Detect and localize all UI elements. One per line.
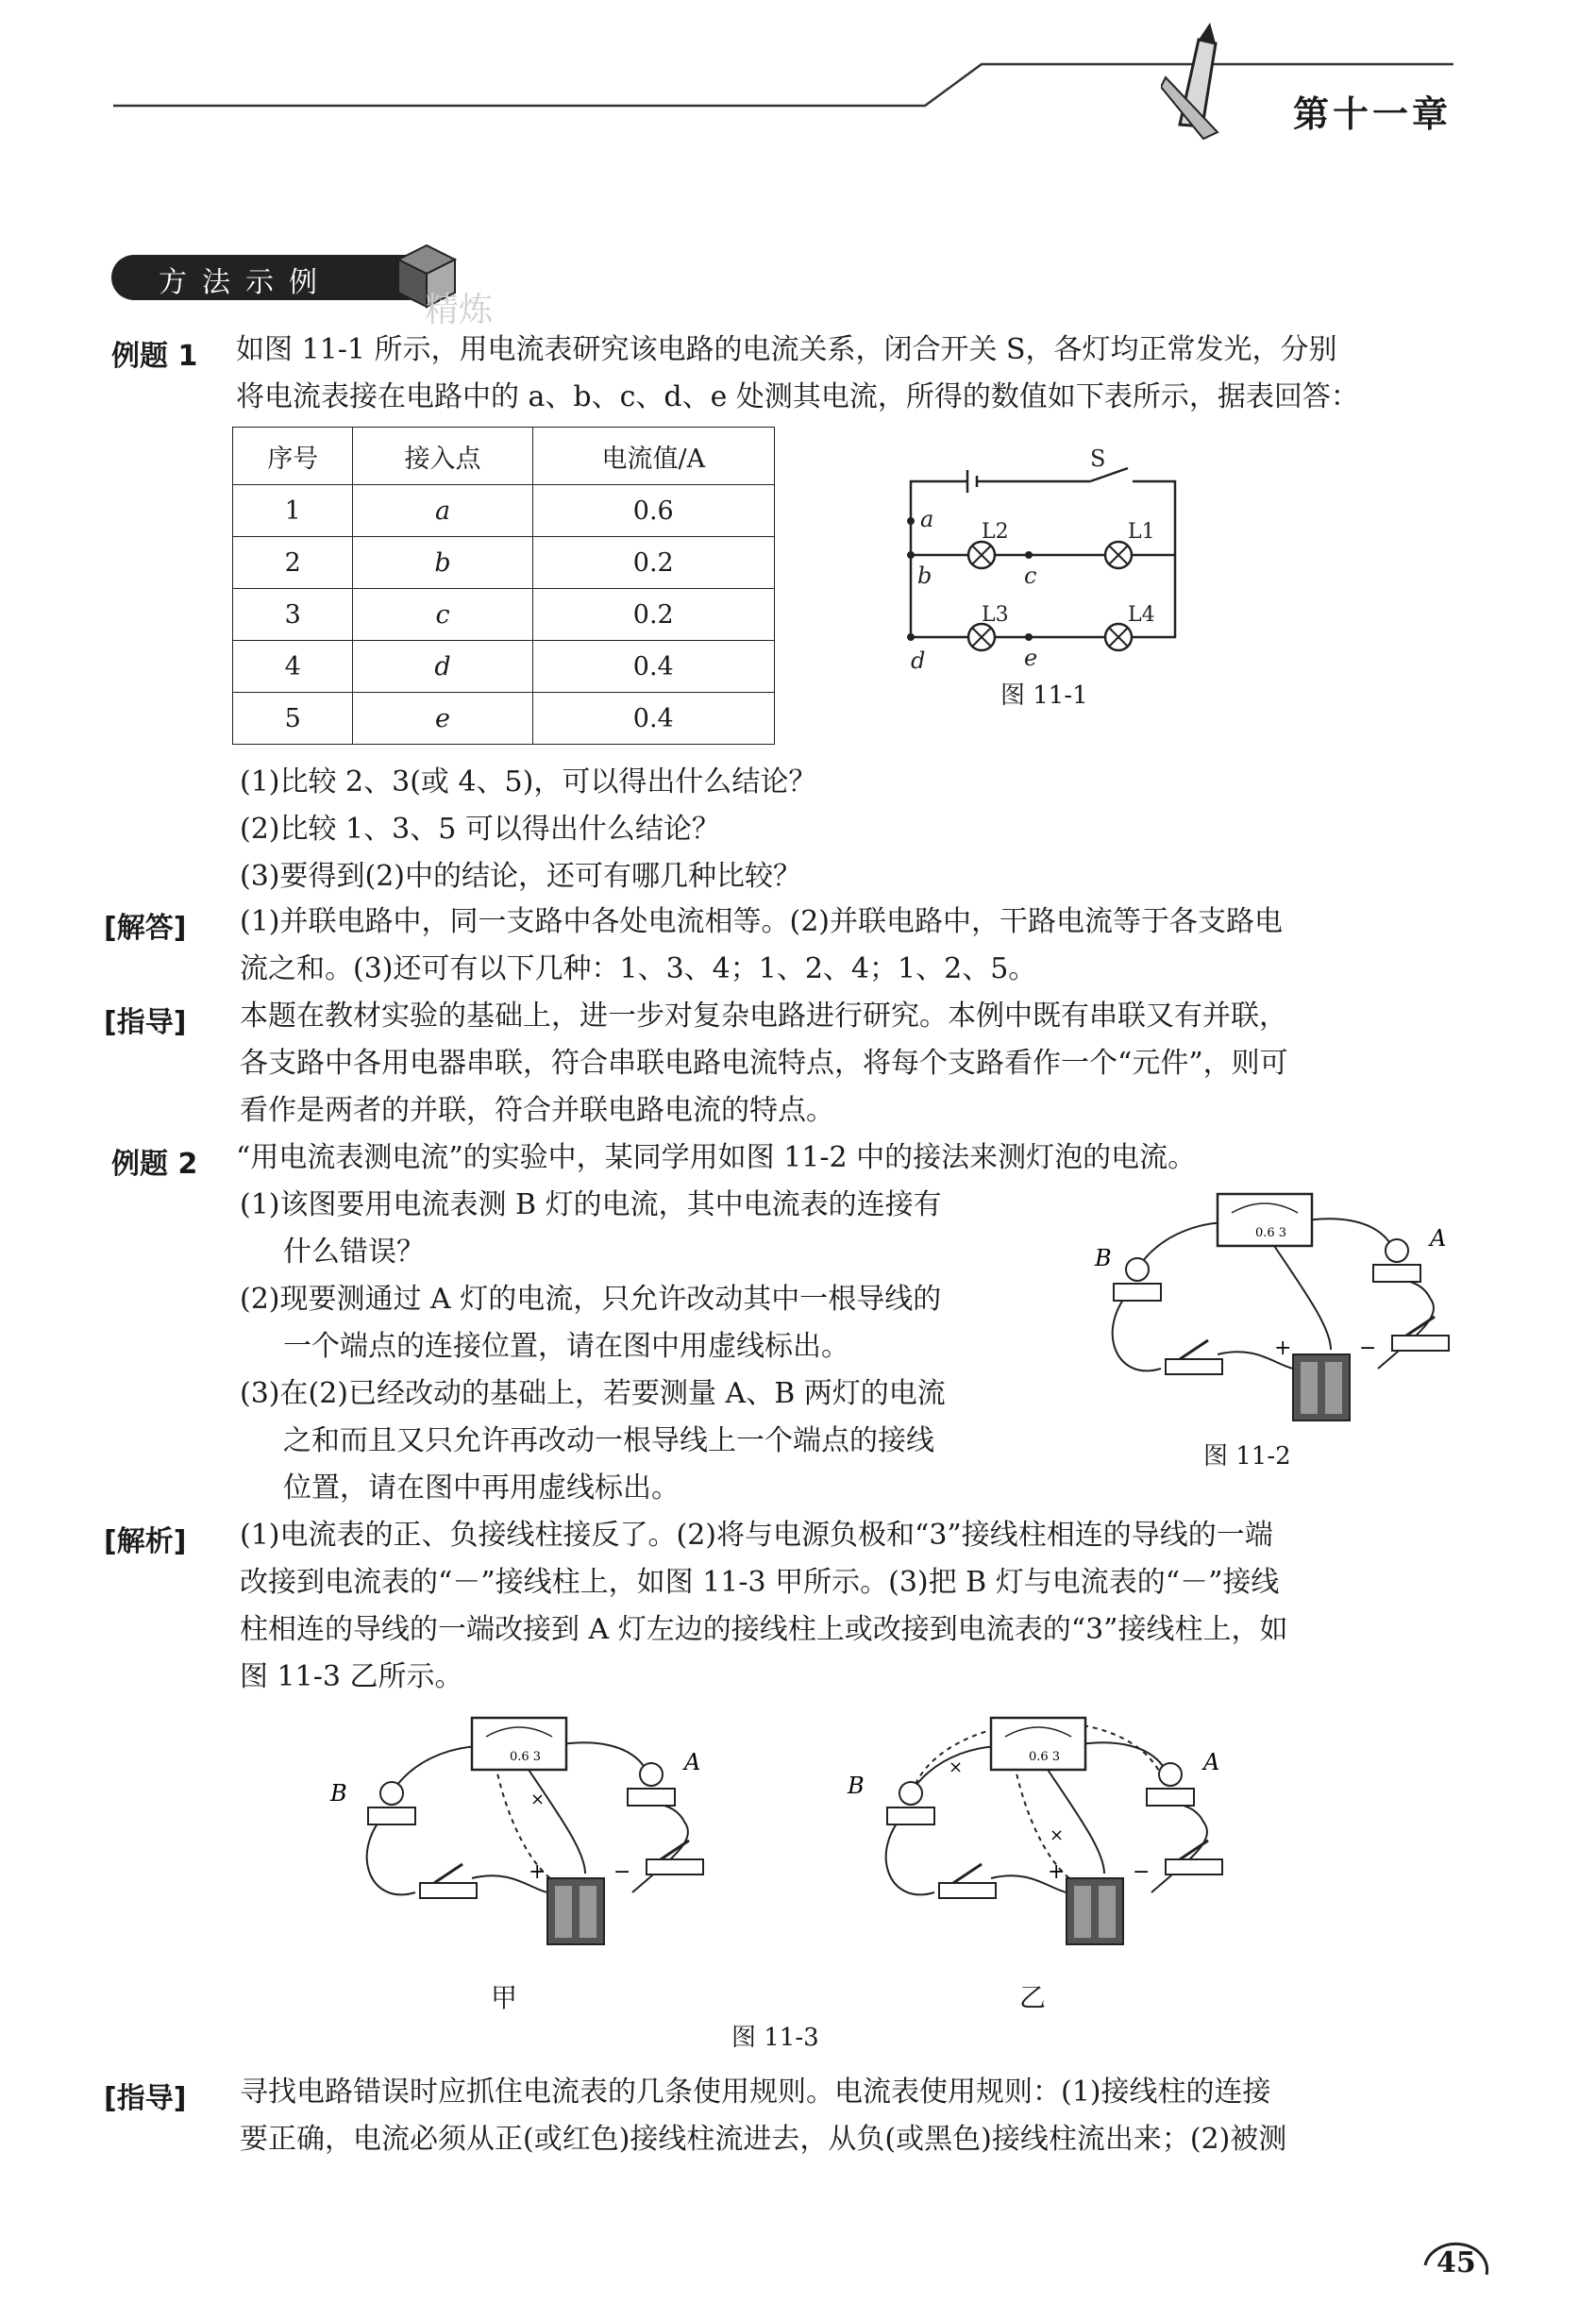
- svg-text:B: B: [330, 1780, 347, 1807]
- bulb-icon: [1126, 1258, 1149, 1281]
- table-row: [233, 537, 775, 589]
- svg-text:−: −: [1133, 1860, 1151, 1884]
- table-cell: d: [353, 641, 532, 693]
- answer-label: [解答]: [104, 912, 187, 945]
- answer-line-1: (1)并联电路中，同一支路中各处电流相等。(2)并联电路中，干路电流等于各支路电: [240, 905, 1283, 938]
- ex2-question-1b: 什么错误？: [283, 1236, 425, 1269]
- table-cell: 0.6: [532, 485, 774, 537]
- example1-label: 例题 1: [111, 340, 198, 373]
- question-2: (2)比较 1、3、5 可以得出什么结论？: [240, 813, 720, 846]
- svg-text:×: ×: [949, 1757, 964, 1777]
- table-cell: b: [353, 537, 532, 589]
- ex2-question-2b: 一个端点的连接位置，请在图中用虚线标出。: [283, 1330, 849, 1363]
- current-table: [232, 427, 775, 745]
- example2-intro: “用电流表测电流”的实验中，某同学用如图 11-2 中的接法来测灯泡的电流。: [236, 1141, 1197, 1174]
- col-header: 接入点: [353, 428, 532, 485]
- bulb-icon: [899, 1782, 922, 1805]
- figure-caption-11-1: 图 11-1: [1000, 681, 1088, 710]
- figure-subcaption-jia: 甲: [491, 1982, 518, 2013]
- ex2-question-3b: 之和而且又只允许再改动一根导线上一个端点的接线: [283, 1424, 934, 1457]
- question-3: (3)要得到(2)中的结论，还可有哪几种比较？: [240, 860, 801, 893]
- svg-text:L3: L3: [982, 603, 1009, 627]
- svg-text:0.6 3: 0.6 3: [1029, 1750, 1061, 1764]
- bulb-icon: [380, 1782, 403, 1805]
- pencil-icon: [1161, 21, 1284, 143]
- table-cell: 4: [233, 641, 353, 693]
- svg-text:S: S: [1090, 446, 1106, 472]
- figure-caption-11-2: 图 11-2: [1203, 1442, 1291, 1471]
- svg-text:−: −: [613, 1860, 631, 1884]
- table-cell: 1: [233, 485, 353, 537]
- circuit-diagram-11-1: [878, 444, 1227, 680]
- guide-line-3: 看作是两者的并联，符合并联电路电流的特点。: [240, 1094, 834, 1127]
- table-cell: 0.2: [532, 589, 774, 641]
- analysis-line-2: 改接到电流表的“－”接线柱上，如图 11-3 甲所示。(3)把 B 灯与电流表的“－”接线: [240, 1566, 1280, 1599]
- table-cell: 3: [233, 589, 353, 641]
- col-header: 电流值/A: [532, 428, 774, 485]
- svg-text:c: c: [1024, 563, 1037, 589]
- circuit-photo-11-2: [1076, 1175, 1472, 1439]
- bulb-icon: [640, 1763, 663, 1786]
- example1-line-1: 如图 11-1 所示，用电流表研究该电路的电流关系，闭合开关 S，各灯均正常发光，分别: [236, 333, 1337, 366]
- svg-text:×: ×: [1050, 1825, 1065, 1845]
- svg-text:B: B: [1095, 1245, 1112, 1271]
- circuit-photo-11-3-yi: [840, 1699, 1246, 1973]
- svg-text:+: +: [1048, 1860, 1066, 1884]
- svg-text:d: d: [911, 647, 926, 674]
- ex2-question-1a: (1)该图要用电流表测 B 灯的电流，其中电流表的连接有: [240, 1188, 942, 1221]
- svg-text:A: A: [684, 1749, 701, 1775]
- stamp-watermark: 精炼: [425, 291, 494, 329]
- ex2-question-3c: 位置，请在图中再用虚线标出。: [283, 1471, 680, 1505]
- analysis-line-3: 柱相连的导线的一端改接到 A 灯左边的接线柱上或改接到电流表的“3”接线柱上，如: [240, 1613, 1288, 1646]
- guide2-line-2: 要正确，电流必须从正(或红色)接线柱流进去，从负(或黑色)接线柱流出来；(2)被测: [240, 2123, 1287, 2156]
- example1-line-2: 将电流表接在电路中的 a、b、c、d、e 处测其电流，所得的数值如下表所示，据表回答：: [236, 380, 1359, 413]
- example2-label: 例题 2: [111, 1148, 198, 1181]
- bulb-icon: [1159, 1763, 1182, 1786]
- table-cell: 5: [233, 693, 353, 745]
- table-cell: 0.4: [532, 693, 774, 745]
- table-cell: a: [353, 485, 532, 537]
- section-title: 方法示例: [159, 266, 332, 299]
- table-header-row: [233, 428, 775, 485]
- svg-text:×: ×: [530, 1790, 546, 1809]
- svg-text:0.6 3: 0.6 3: [510, 1750, 542, 1764]
- ex2-question-2a: (2)现要测通过 A 灯的电流，只允许改动其中一根导线的: [240, 1283, 942, 1316]
- guide-line-2: 各支路中各用电器串联，符合串联电路电流特点，将每个支路看作一个“元件”，则可: [240, 1047, 1288, 1080]
- figure-subcaption-yi: 乙: [1019, 1982, 1047, 2013]
- table-cell: 0.2: [532, 537, 774, 589]
- table-row: [233, 589, 775, 641]
- svg-text:+: +: [529, 1860, 546, 1884]
- svg-text:b: b: [917, 563, 932, 589]
- chapter-title: 第十一章: [1293, 93, 1453, 135]
- analysis-line-4: 图 11-3 乙所示。: [240, 1660, 463, 1693]
- svg-text:a: a: [920, 506, 934, 532]
- svg-text:L4: L4: [1128, 603, 1155, 627]
- svg-text:−: −: [1359, 1337, 1377, 1360]
- table-cell: c: [353, 589, 532, 641]
- circuit-photo-11-3-jia: [321, 1699, 727, 1973]
- analysis-label: [解析]: [104, 1525, 187, 1558]
- bulb-icon: [1386, 1239, 1408, 1262]
- page-number: 45: [1436, 2246, 1476, 2279]
- guide-label: [指导]: [104, 1006, 187, 1039]
- svg-text:B: B: [848, 1773, 865, 1799]
- table-row: [233, 485, 775, 537]
- figure-caption-11-3: 图 11-3: [731, 2024, 819, 2052]
- guide2-line-1: 寻找电路错误时应抓住电流表的几条使用规则。电流表使用规则：(1)接线柱的连接: [240, 2076, 1271, 2109]
- guide-line-1: 本题在教材实验的基础上，进一步对复杂电路进行研究。本例中既有串联又有并联，: [240, 1000, 1287, 1033]
- guide2-label: [指导]: [104, 2082, 187, 2115]
- svg-text:0.6 3: 0.6 3: [1255, 1226, 1287, 1240]
- svg-text:L1: L1: [1128, 520, 1155, 544]
- table-cell: 2: [233, 537, 353, 589]
- svg-text:+: +: [1274, 1337, 1292, 1360]
- table-row: [233, 641, 775, 693]
- svg-text:A: A: [1203, 1749, 1220, 1775]
- answer-line-2: 流之和。(3)还可有以下几种：1、3、4；1、2、4；1、2、5。: [240, 952, 1037, 985]
- table-row: [233, 693, 775, 745]
- svg-text:A: A: [1430, 1225, 1447, 1252]
- analysis-line-1: (1)电流表的正、负接线柱接反了。(2)将与电源负极和“3”接线柱相连的导线的一端: [240, 1519, 1273, 1552]
- table-cell: e: [353, 693, 532, 745]
- svg-text:e: e: [1024, 645, 1038, 671]
- svg-text:L2: L2: [982, 520, 1009, 544]
- question-1: (1)比较 2、3(或 4、5)，可以得出什么结论？: [240, 765, 817, 799]
- table-cell: 0.4: [532, 641, 774, 693]
- col-header: 序号: [233, 428, 353, 485]
- ex2-question-3a: (3)在(2)已经改动的基础上，若要测量 A、B 两灯的电流: [240, 1377, 946, 1410]
